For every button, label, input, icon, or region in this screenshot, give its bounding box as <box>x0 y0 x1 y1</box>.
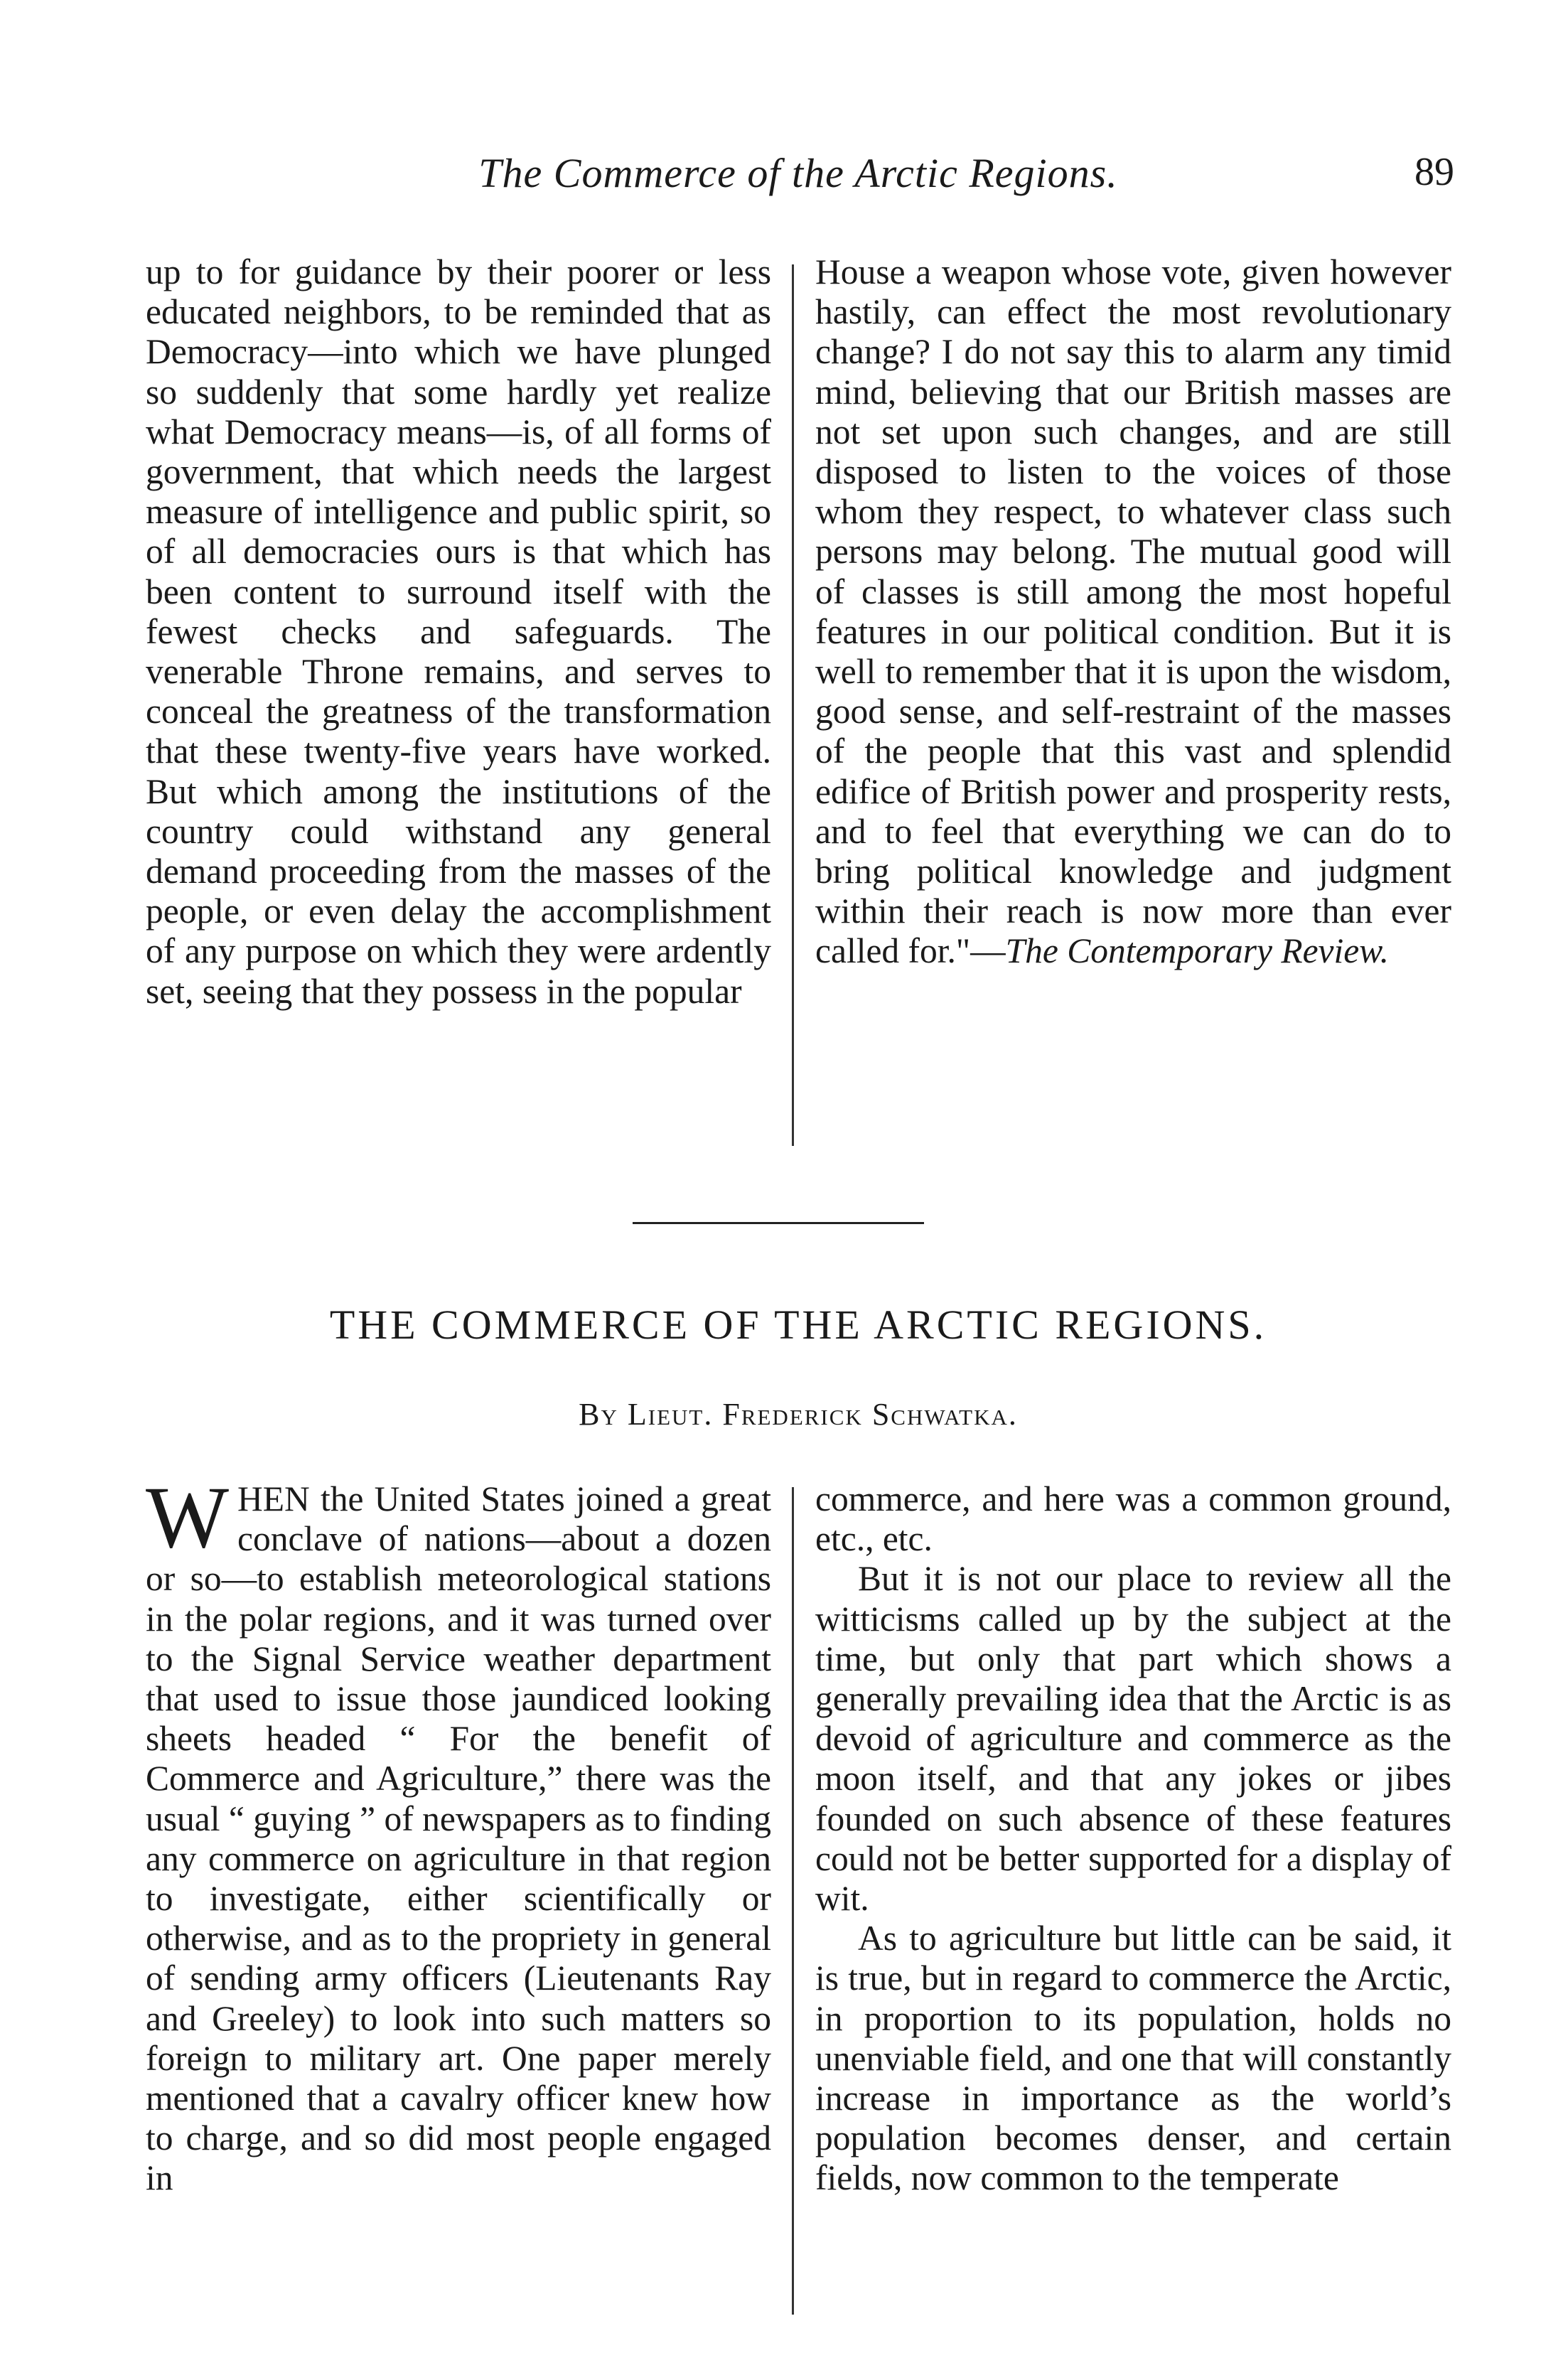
previous-article-right-body: House a weapon whose vote, given however hastily, can effect the most revolutionary change? I do not say this to alarm any timid mind, believing that our British masses are not set upon such changes, and are still disposed to listen to the voices of those whom they respect, to whatever class such persons may belong. The mutual good will of classes is still among the most hopeful features in our political condition. But it is well to remember that it is upon the wisdom, good sense, and self-restraint of the masses of the people that this vast and splendid edifice of British power and prosperity rests, and to feel that everything we can do to bring political knowledge and judgment within their reach is now more than ever called for."— <box>815 252 1451 971</box>
article-paragraph: As to agriculture but little can be said, it is true, but in regard to commerce the Arctic, in proportion to its population, holds no unenviable field, and one that will constantly increase in importance as the world’s population becomes denser, and certain fields, now common to the temperate <box>815 1919 1451 2198</box>
drop-cap: W <box>146 1469 230 1566</box>
source-citation: The Contemporary Review. <box>1005 931 1389 971</box>
article-left-column <box>146 1469 771 2199</box>
article-title: THE COMMERCE OF THE ARCTIC REGIONS. <box>329 1302 1267 1348</box>
article-left-text: HEN the United States joined a great conclave of nations—about a dozen or so—to establish meteorological stations in the polar regions, and it was turned over to the Signal Service weather department that used to issue those jaundiced looking sheets headed “ For the benefit of Commerce and Agriculture,” there was the usual “ guying ” of newspapers as to finding any commerce on agriculture in that region to investigate, either scientifically or otherwise, and as to the propriety in general of sending army officers (Lieutenants Ray and Greeley) to look into such matters so foreign to military art. One paper merely mentioned that a cavalry officer knew how to charge, and so did most people engaged in <box>146 1479 771 2198</box>
article-opening-paragraph <box>146 1469 771 2199</box>
page-number: 89 <box>1414 150 1454 194</box>
article-byline: By Lieut. Frederick Schwatka. <box>579 1397 1018 1432</box>
article-paragraph: But it is not our place to review all the witticisms called up by the subject at the time, but only that part which shows a generally prevailing idea that the Arctic is as devoid of agriculture and commerce as the moon itself, and that any jokes or jibes founded on such absence of these features could not be better supported for a display of wit. <box>815 1559 1451 1919</box>
previous-article-right-column <box>815 252 1451 972</box>
section-separator <box>633 1222 924 1224</box>
previous-article-left-text: up to for guidance by their poorer or less educated neighbors, to be reminded that as Democracy—into which we have plunged so suddenly that some hardly yet realize what Democracy means—is, of all forms of government, that which needs the largest measure of intelligence and public spirit, so of all democracies ours is that which has been content to surround itself with the fewest checks and safeguards. The venerable Throne remains, and serves to conceal the greatness of the transformation that these twenty-five years have worked. But which among the institutions of the country could withstand any general demand proceeding from the masses of the people, or even delay the accomplishment of any purpose on which they were ardently set, seeing that they possess in the popular <box>146 252 771 1011</box>
previous-article-right-text <box>815 252 1451 972</box>
column-rule-lower <box>792 1487 794 2315</box>
previous-article-left-column <box>146 252 771 1012</box>
running-head <box>142 149 1454 206</box>
article-right-column <box>815 1479 1451 2199</box>
column-rule-upper <box>792 264 794 1146</box>
running-title: The Commerce of the Arctic Regions. <box>478 150 1118 196</box>
article-paragraph: commerce, and here was a common ground, etc., etc. <box>815 1479 1451 1559</box>
